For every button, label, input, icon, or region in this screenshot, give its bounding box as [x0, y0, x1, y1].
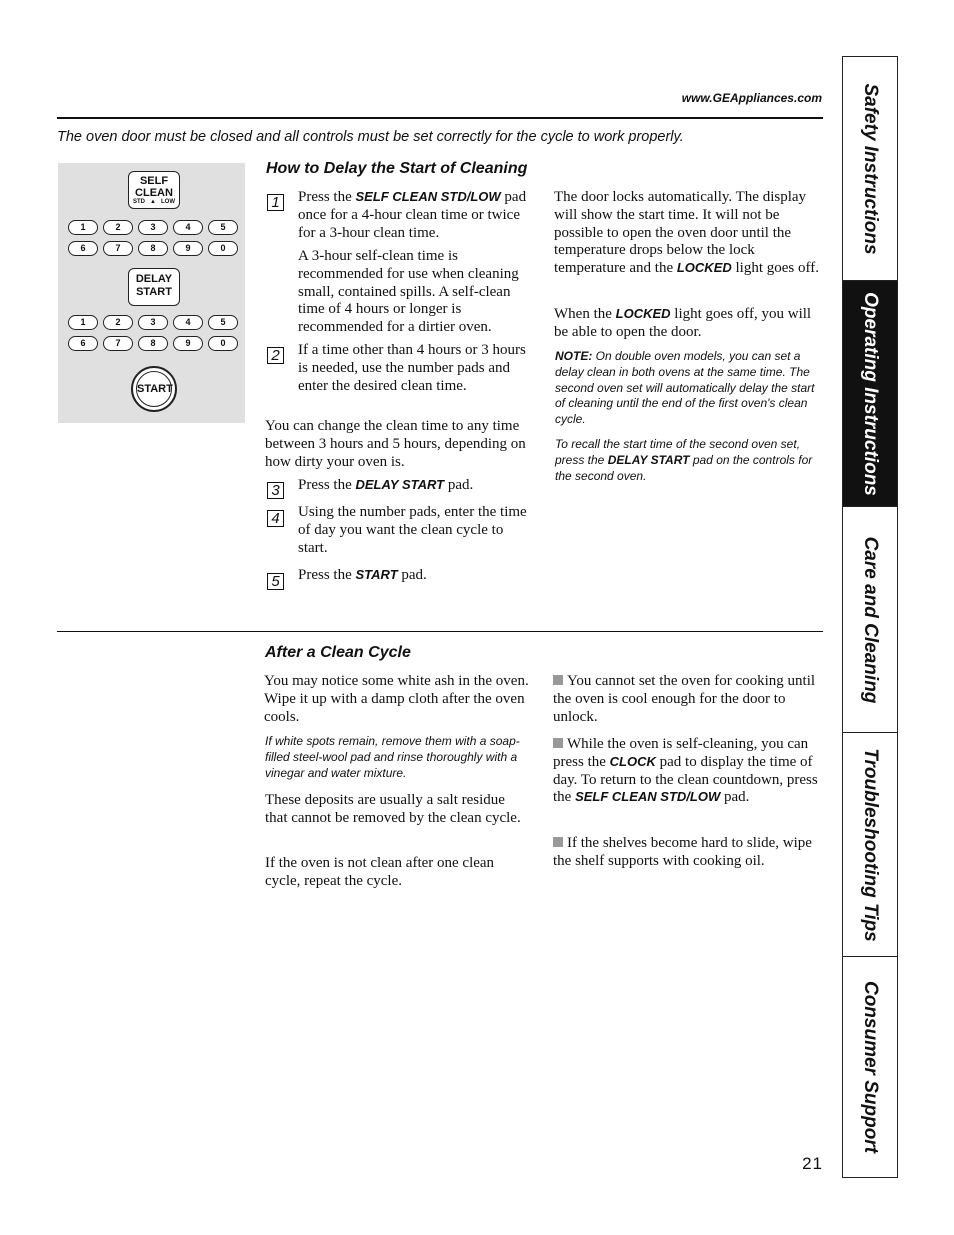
step-number: 5 — [267, 573, 284, 590]
self-clean-pad: SELF CLEAN STD ▲ LOW — [128, 171, 180, 209]
delay-start-pad: DELAY START — [128, 268, 180, 306]
bullet-cool-door: You cannot set the oven for cooking until the oven is cool enough for the door to unlock. — [553, 673, 816, 725]
step-2-text: If a time other than 4 hours or 3 hours is needed, use the number pads and enter the desired clean time. — [298, 342, 526, 394]
number-pad-3: 3 — [138, 220, 168, 235]
number-pad-3: 3 — [138, 315, 168, 330]
step-number: 2 — [267, 347, 284, 364]
step-5-text: Press the START pad. — [298, 567, 427, 583]
number-pad-2: 2 — [103, 315, 133, 330]
tab-operating-instructions[interactable]: Operating Instructions — [843, 281, 897, 507]
number-pad-6: 6 — [68, 336, 98, 351]
section-divider — [57, 631, 823, 632]
page-number: 21 — [802, 1154, 823, 1173]
number-pad-0: 0 — [208, 241, 238, 256]
intro-text: The oven door must be closed and all controls must be set correctly for the cycle to work properly. — [57, 129, 684, 145]
top-rule — [57, 117, 823, 119]
number-pad-4: 4 — [173, 315, 203, 330]
step-3-text: Press the DELAY START pad. — [298, 477, 474, 493]
delay-heading: How to Delay the Start of Cleaning — [266, 160, 528, 177]
bullet-shelves: If the shelves become hard to slide, wipe the shelf supports with cooking oil. — [553, 835, 812, 869]
website-url: www.GEAppliances.com — [681, 91, 822, 105]
number-pad-1: 1 — [68, 315, 98, 330]
step-number: 3 — [267, 482, 284, 499]
number-pad-0: 0 — [208, 336, 238, 351]
number-pad-6: 6 — [68, 241, 98, 256]
number-pad-5: 5 — [208, 315, 238, 330]
number-pad-8: 8 — [138, 241, 168, 256]
number-pad-8: 8 — [138, 336, 168, 351]
tab-troubleshooting-tips[interactable]: Troubleshooting Tips — [843, 733, 897, 957]
number-pad-7: 7 — [103, 336, 133, 351]
step-1-detail: A 3-hour self-clean time is recommended for use when cleaning small, contained spills. A self-clean time of 4 hours or longer is recommended for a dirtier oven. — [298, 248, 519, 336]
number-pad-9: 9 — [173, 241, 203, 256]
section-tabs — [842, 56, 898, 1178]
recall-note: To recall the start time of the second oven set, press the DELAY START pad on the controls for the second oven. — [555, 437, 813, 483]
number-pad-7: 7 — [103, 241, 133, 256]
step-1-text: Press the SELF CLEAN STD/LOW pad once for a 4-hour clean time or twice for a 3-hour clean time. — [298, 189, 527, 241]
door-locks-text: The door locks automatically. The display will show the start time. It will not be possible to open the oven door until the temperature drops below the lock temperature and the LOCKED light goes off. — [554, 189, 819, 277]
step-4-text: Using the number pads, enter the time of day you want the clean cycle to start. — [298, 504, 527, 556]
number-pad-2: 2 — [103, 220, 133, 235]
step-number: 1 — [267, 194, 284, 211]
bullet-clock: While the oven is self-cleaning, you can press the CLOCK pad to display the time of day. To return to the clean countdown, press the SELF CLEAN STD/LOW pad. — [553, 736, 818, 806]
repeat-cycle-text: If the oven is not clean after one clean cycle, repeat the cycle. — [265, 855, 495, 889]
white-spots-note: If white spots remain, remove them with a soap-filled steel-wool pad and rinse thoroughly with a vinegar and water mixture. — [265, 734, 520, 780]
white-ash-text: You may notice some white ash in the oven. Wipe it up with a damp cloth after the oven cools. — [264, 673, 529, 725]
locked-light-text: When the LOCKED light goes off, you will be able to open the door. — [554, 306, 812, 340]
number-pad-5: 5 — [208, 220, 238, 235]
tab-safety-instructions[interactable]: Safety Instructions — [843, 57, 897, 281]
start-pad: START — [131, 366, 177, 412]
step-number: 4 — [267, 510, 284, 527]
tab-consumer-support[interactable]: Consumer Support — [860, 980, 881, 1154]
salt-residue-text: These deposits are usually a salt residue that cannot be removed by the clean cycle. — [265, 792, 521, 826]
tab-care-and-cleaning[interactable]: Care and Cleaning — [843, 507, 897, 733]
change-time-text: You can change the clean time to any time between 3 hours and 5 hours, depending on how dirty your oven is. — [265, 418, 526, 470]
number-pad-9: 9 — [173, 336, 203, 351]
number-pad-1: 1 — [68, 220, 98, 235]
number-pad-4: 4 — [173, 220, 203, 235]
double-oven-note: NOTE: On double oven models, you can set a delay clean in both ovens at the same time. The second oven set will automatically delay the start of cleaning until the end of the first oven's clean cycle. — [555, 349, 815, 427]
after-heading: After a Clean Cycle — [265, 644, 411, 661]
